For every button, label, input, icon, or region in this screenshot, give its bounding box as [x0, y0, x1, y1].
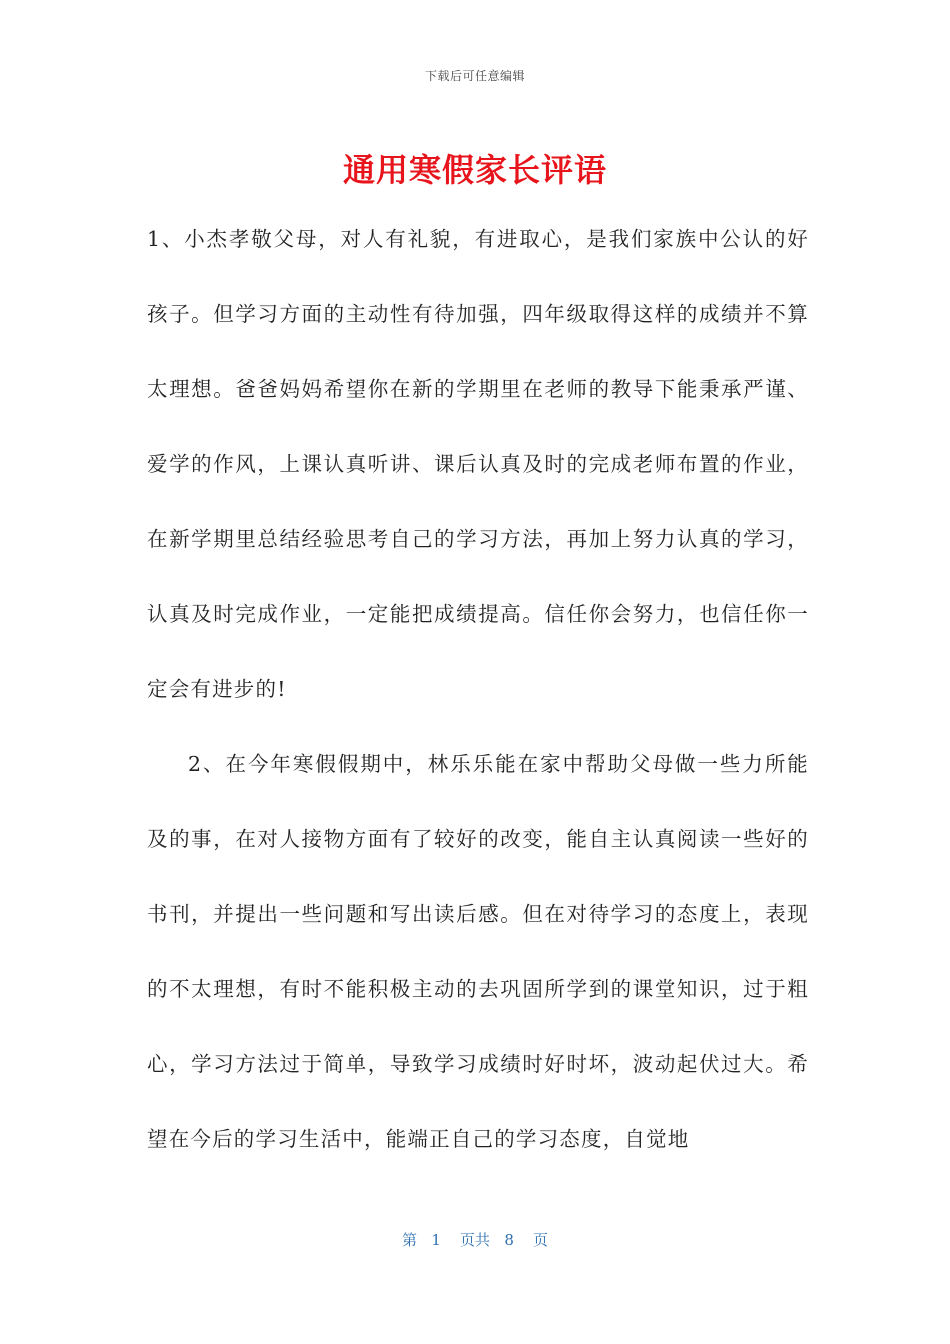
footer-page-number: 1	[431, 1231, 441, 1249]
header-note: 下载后可任意编辑	[424, 69, 525, 83]
document-title: 通用寒假家长评语	[342, 151, 607, 189]
page-footer	[0, 1229, 950, 1250]
footer-page-suffix: 页	[532, 1231, 548, 1249]
paragraph-1: 1、小杰孝敬父母，对人有礼貌，有进取心，是我们家族中公认的好孩子。但学习方面的主动性有待加强，四年级取得这样的成绩并不算太理想。爸爸妈妈希望你在新的学期里在老师的教导下能秉承严谨、爱学的作风，上课认真听讲、课后认真及时的完成老师布置的作业，在新学期里总结经验思考自己的学习方法，再加上努力认真的学习，认真及时完成作业，一定能把成绩提高。信任你会努力，也信任你一定会有进步的!	[147, 227, 809, 701]
footer-page-prefix: 第	[402, 1231, 418, 1249]
document-body	[147, 202, 809, 1177]
footer-page-total: 8	[504, 1231, 514, 1249]
footer-page-middle: 页共	[459, 1231, 490, 1249]
paragraph-2: 2、在今年寒假假期中，林乐乐能在家中帮助父母做一些力所能及的事，在对人接物方面有了较好的改变，能自主认真阅读一些好的书刊，并提出一些问题和写出读后感。但在对待学习的态度上，表现的不太理想，有时不能积极主动的去巩固所学到的课堂知识，过于粗心，学习方法过于简单，导致学习成绩时好时坏，波动起伏过大。希望在今后的学习生活中，能端正自己的学习态度，自觉地	[147, 752, 809, 1151]
